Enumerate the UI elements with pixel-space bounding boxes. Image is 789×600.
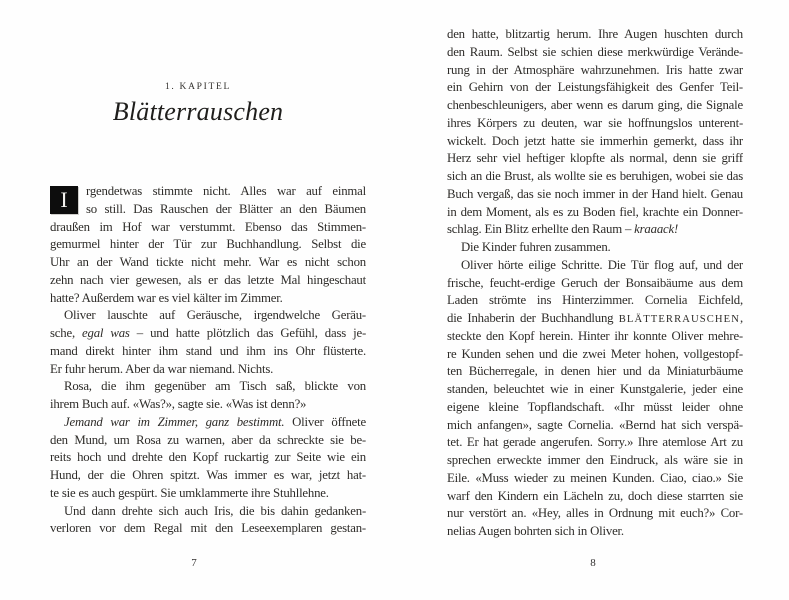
text-line	[50, 325, 366, 343]
body-text: mand direkt hinter ihm stand und ihm ins Ohr flüsterte.	[50, 343, 366, 358]
body-text: schlag. Ein Blitz erhellte den Raum –	[447, 222, 635, 237]
text-line	[447, 168, 743, 186]
body-text: ein Gehirn von der Leistungsfähigkeit des Genfer Teil-	[447, 80, 743, 95]
text-line	[50, 361, 366, 379]
text-line	[447, 239, 743, 257]
body-text: reits hoch und drehte den Kopf ruckartig zur Seite wie ein	[50, 450, 366, 465]
text-line	[447, 328, 743, 346]
text-line	[447, 275, 743, 293]
body-text: warf den Kindern ein Lächeln zu, doch diese starrten sie	[447, 488, 743, 503]
body-text: ten Bücherregale, in denen hier und da Miniaturbäume	[447, 364, 743, 379]
text-line	[447, 115, 743, 133]
body-text: Uhr an der Wand tickte nicht mehr. War es nicht schon	[50, 255, 366, 269]
body-text: steckte den Kopf herein. Hinter ihr konnte Oliver mehre-	[447, 328, 743, 343]
text-line	[50, 449, 366, 467]
italic-text: egal was	[82, 326, 130, 340]
body-text: Buch vergaß, das sie noch immer in der Hand hielt. Genau	[447, 186, 743, 201]
chapter-title: Blätterrauschen	[112, 97, 284, 126]
italic-text: kraaack!	[634, 222, 679, 237]
body-text: Oliver lauschte auf Geräusche, irgendwelche Geräu-	[64, 308, 366, 323]
body-text: hatte? Außerdem war es viel kälter im Zimmer.	[50, 290, 283, 305]
body-text: ihrem Buch auf. «Was?», sagte sie. «Was ist denn?»	[50, 397, 307, 411]
body-text: den Mund, um Rosa zu warnen, aber da schreckte sie be-	[50, 432, 366, 447]
text-line	[447, 434, 743, 452]
body-text: ,	[740, 311, 743, 325]
body-text: Rosa, die ihm gegenüber am Tisch saß, blickte von	[64, 379, 366, 394]
body-text: Oliver öffnete	[284, 414, 366, 429]
text-line	[50, 307, 366, 325]
text-line	[447, 133, 743, 151]
drop-cap-initial: I	[50, 186, 78, 214]
text-line	[447, 363, 743, 381]
text-line	[86, 201, 366, 219]
italic-text: Jemand war im Zimmer, ganz bestimmt.	[64, 414, 285, 429]
body-text: Und dann drehte sich auch Iris, die bis dahin gedanken-	[64, 503, 366, 518]
text-line	[50, 520, 366, 538]
text-line	[447, 346, 743, 364]
right-page-text-column	[447, 26, 743, 541]
text-line	[447, 26, 743, 44]
text-line	[50, 503, 366, 521]
text-line	[50, 272, 366, 290]
text-line	[50, 378, 366, 396]
body-text: den hatte, blitzartig herum. Ihre Augen huschten durch	[447, 27, 743, 41]
text-line	[447, 44, 743, 62]
text-line	[50, 254, 366, 272]
text-line	[50, 485, 366, 503]
body-text: frische, feucht-erdige Geruch der Bonsaibäume aus dem	[447, 275, 743, 290]
body-text: mich anfangen», sagte Cornelia. «Bernd hat sich verspä-	[447, 417, 743, 432]
text-line	[50, 343, 366, 361]
text-line	[447, 292, 743, 310]
left-page-text-column	[50, 183, 366, 538]
text-line	[50, 236, 366, 254]
text-line	[447, 310, 743, 328]
text-line	[447, 417, 743, 435]
text-line	[447, 399, 743, 417]
body-text: Eile. «Muss wieder zu meinen Kunden. Ciao, ciao.» Sie	[447, 470, 743, 485]
text-line	[447, 150, 743, 168]
page-number-left: 7	[191, 557, 197, 569]
page-number-right: 8	[590, 557, 596, 569]
text-line	[447, 488, 743, 506]
body-text: rung in der Atmosphäre wahrzunehmen. Iris hatte zwar	[447, 62, 743, 77]
text-line	[50, 414, 366, 432]
body-text: zehn nach vier gewesen, als er das letzte Mal hingeschaut	[50, 272, 366, 287]
body-text: die Inhaberin der Buchhandlung	[447, 311, 619, 325]
text-line	[447, 381, 743, 399]
body-text: nur verstört an. «Hey, alles in Ordnung mit euch?» Cor-	[447, 506, 743, 521]
text-line	[447, 204, 743, 222]
body-text: draußen im Hof war verstummt. Ebenso das Stimmen-	[50, 219, 366, 234]
body-text: chenbeschleunigers, aber wenn es darum ging, die Signale	[447, 98, 743, 112]
text-line	[86, 183, 366, 201]
body-text: wickelt. Doch jetzt hatte sie immerhin gemerkt, dass ihr	[447, 133, 743, 148]
body-text: sprechen erweckte immer den Eindruck, als wäre sie in	[447, 453, 743, 467]
text-line	[447, 97, 743, 115]
body-text: rgendetwas stimmte nicht. Alles war auf einmal	[86, 184, 366, 198]
body-text: nelias Augen bohrten sich in Oliver.	[447, 524, 624, 538]
body-text: Laden strömte ins Hinterzimmer. Cornelia Eichfeld,	[447, 293, 743, 308]
text-line	[447, 257, 743, 275]
text-line	[447, 79, 743, 97]
body-text: Hund, der die Ohren spitzt. Was immer es war, jetzt hat-	[50, 468, 366, 482]
body-text: te sie es auch gespürt. Sie umklammerte ihre Stuhllehne.	[50, 485, 329, 500]
text-line	[50, 290, 366, 308]
body-text: sche,	[50, 326, 83, 340]
body-text: verloren vor dem Regal mit den Leseexemplaren gestan-	[50, 521, 366, 536]
text-line	[447, 62, 743, 80]
body-text: ihres Körpers zu deuten, war sie hoffnungslos unterent-	[447, 115, 743, 130]
text-line	[50, 432, 366, 450]
text-line	[50, 219, 366, 237]
body-text: tet. Er hat gerade angerufen. Sorry.» Ihre atemlose Art zu	[447, 435, 743, 450]
body-text: eigene kleine Topflandschaft. «Ihr müsst leider ohne	[447, 399, 743, 414]
text-line	[447, 452, 743, 470]
body-text: Oliver hörte eilige Schritte. Die Tür flog auf, und der	[461, 257, 743, 272]
body-text: re Kunden sehen und die zwei Meter hohen, vollgestopf-	[447, 346, 743, 361]
body-text: den Raum. Selbst sie schien diese merkwürdige Verände-	[447, 44, 743, 59]
body-text: standen, beleuchtet wie in einer Kunstgalerie, jeder eine	[447, 382, 743, 396]
text-line	[447, 221, 743, 239]
text-line	[447, 505, 743, 523]
text-line	[50, 467, 366, 485]
body-text: so still. Das Rauschen der Blätter an den Bäumen	[86, 201, 366, 216]
body-text: in dem Moment, als es zu Boden fiel, krachte ein Donner-	[447, 204, 743, 219]
body-text: gemurmel hinter der Tür zur Buchhandlung. Selbst die	[50, 237, 366, 252]
text-line	[447, 470, 743, 488]
text-line	[50, 396, 366, 414]
smallcaps-store-name: BLÄTTERRAUSCHEN	[618, 314, 740, 325]
body-text: Herz sehr viel heftiger klopfte als normal, denn sie griff	[447, 151, 743, 166]
body-text: Er fuhr herum. Aber da war niemand. Nichts.	[50, 361, 274, 376]
chapter-heading	[48, 82, 348, 127]
body-text: sich an die Brust, als wollte sie es beruhigen, wobei sie das	[447, 169, 743, 183]
text-line	[447, 186, 743, 204]
body-text: – und hatte plötzlich das Gefühl, dass je-	[129, 326, 366, 340]
text-line	[447, 523, 743, 541]
chapter-label: 1. KAPITEL	[164, 82, 232, 92]
body-text: Die Kinder fuhren zusammen.	[461, 240, 611, 254]
